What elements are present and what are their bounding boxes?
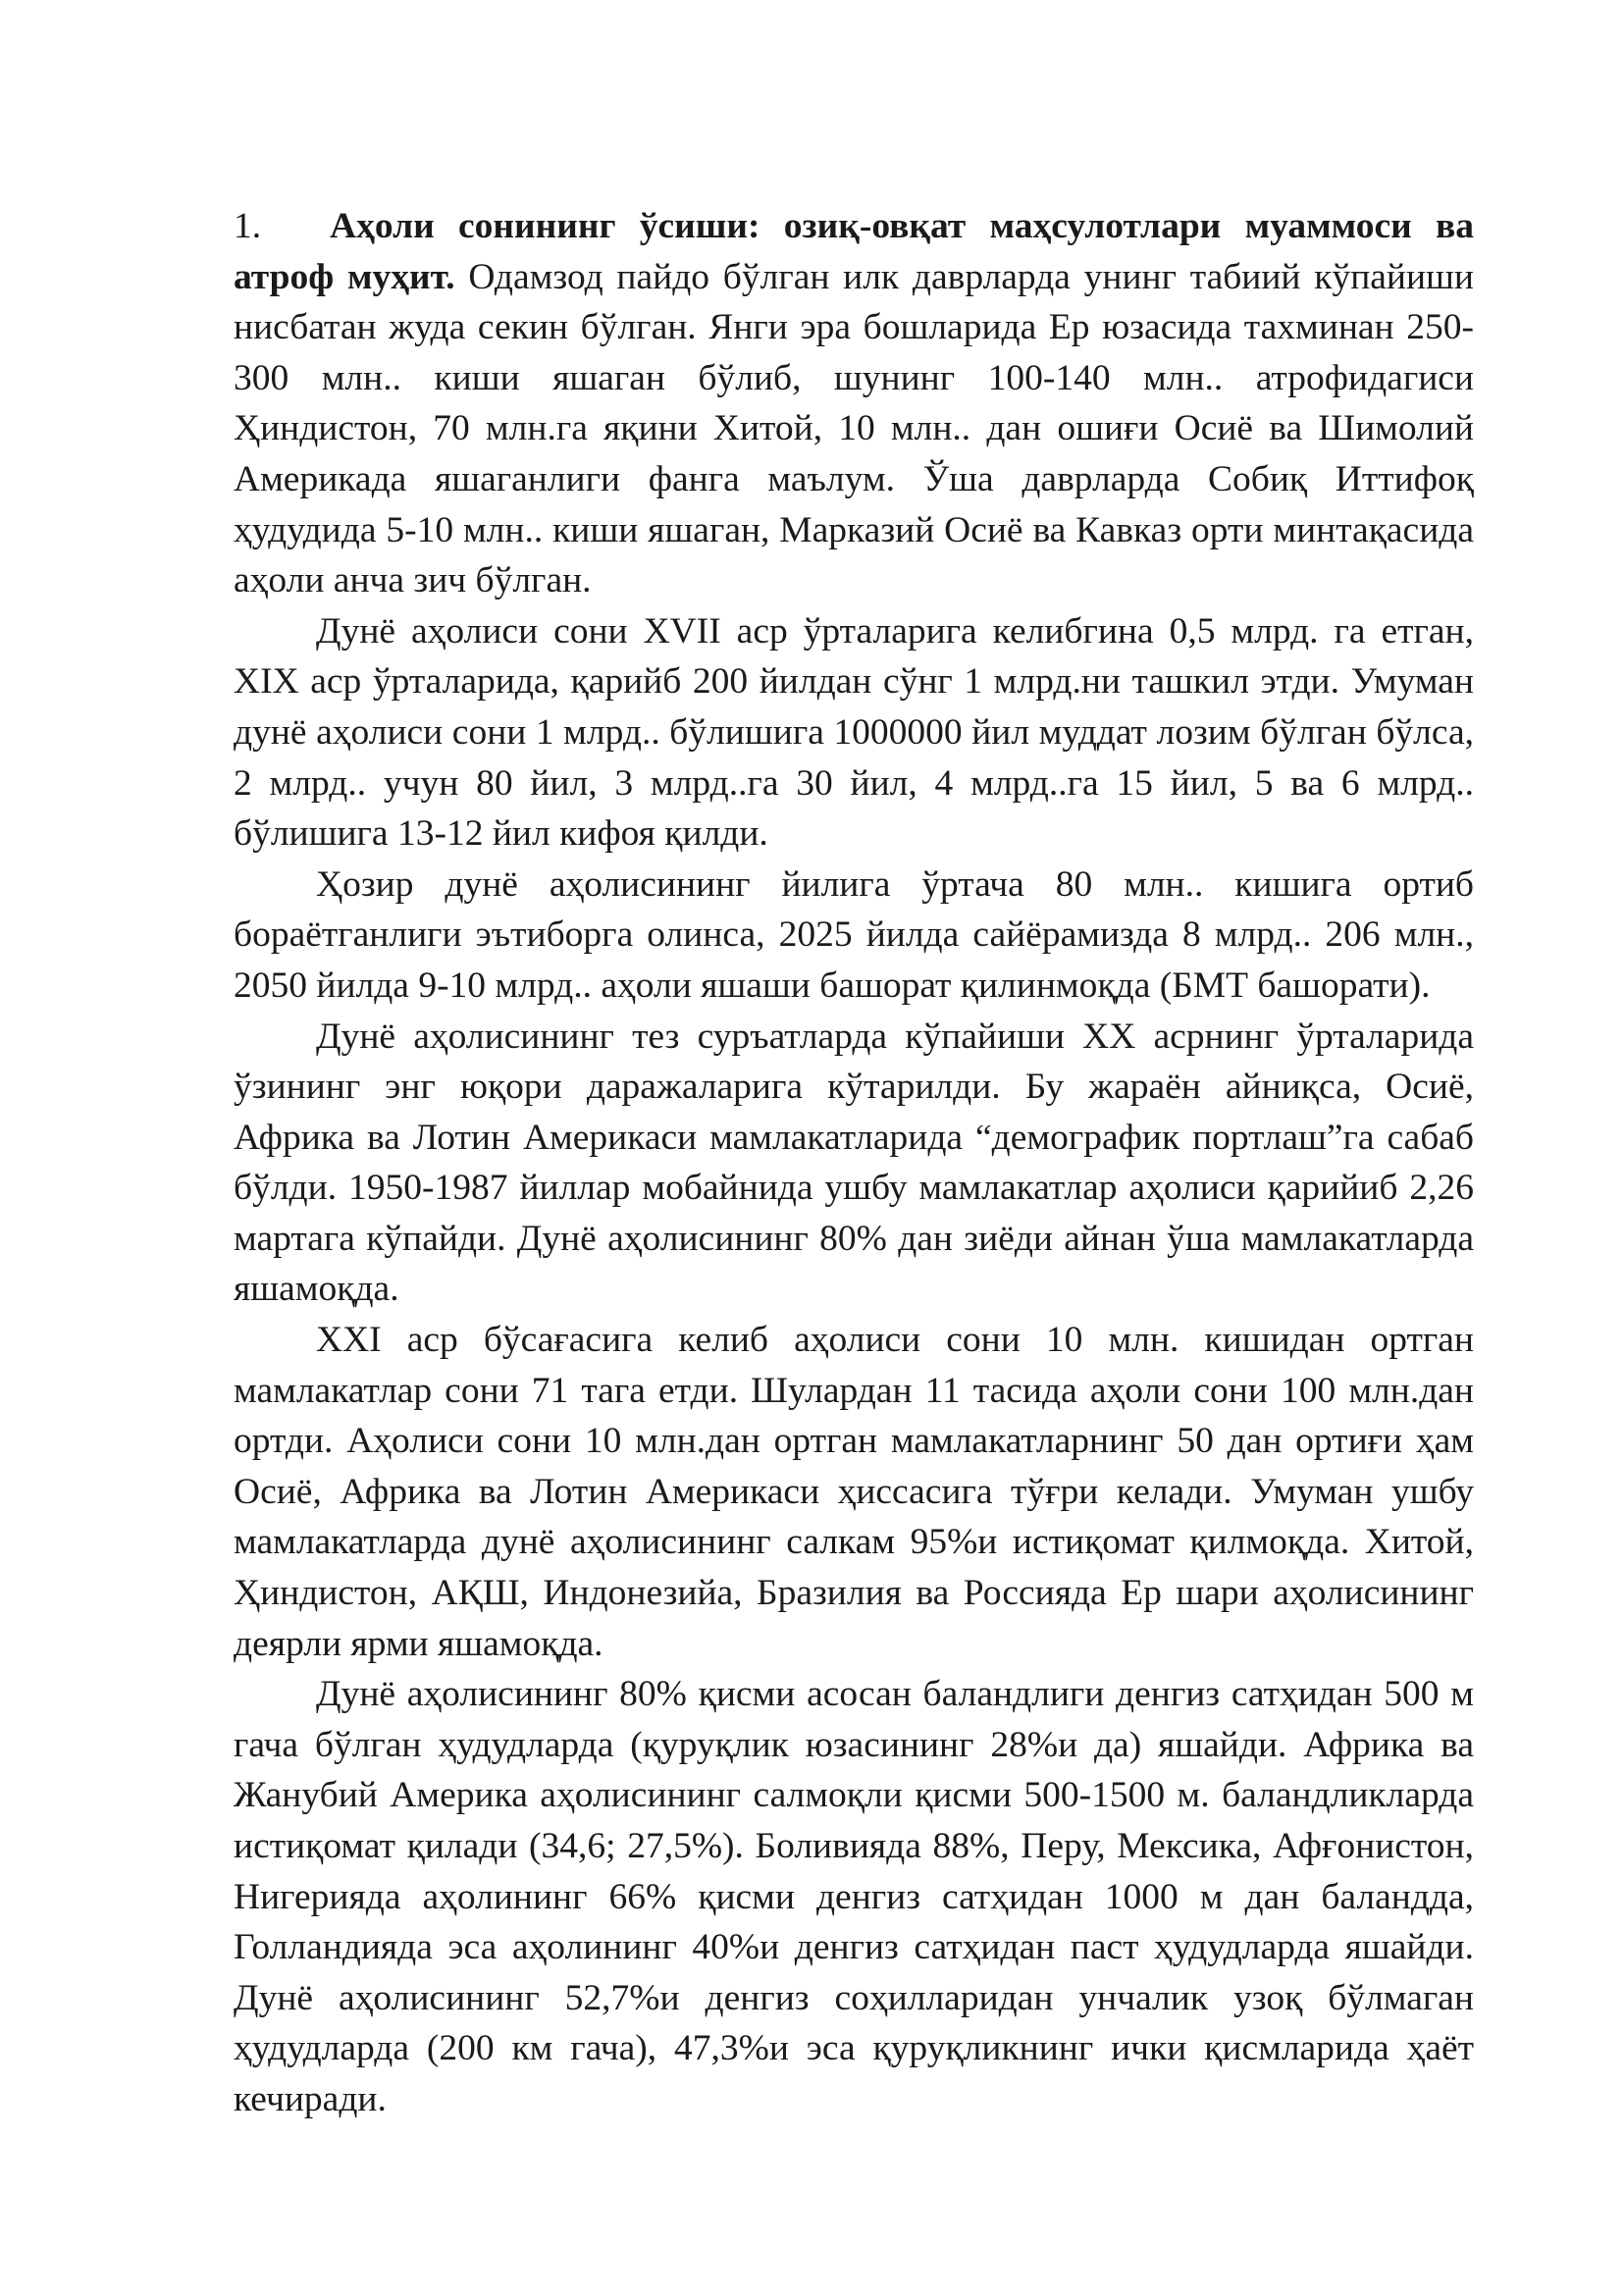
- paragraph-population-altitude: Дунё аҳолисининг 80% қисми асосан баландлиги денгиз сатҳидан 500 м гача бўлган ҳудудларда (қуруқлик юзасининг 28%и да) яшайди. Африка ва Жанубий Америка аҳолисининг салмоқли қисми 500-1500 м. баландликларда истиқомат қилади (34,6; 27,5%). Боливияда 88%, Перу, Мексика, Афғонистон, Нигерияда аҳолининг 66% қисми денгиз сатҳидан 1000 м дан баландда, Голландияда эса аҳолининг 40%и денгиз сатҳидан паст ҳудудларда яшайди. Дунё аҳолисининг 52,7%и денгиз соҳилларидан унчалик узоқ бўлмаган ҳудудларда (200 км гача), 47,3%и эса қуруқликнинг ички қисмларида ҳаёт кечиради.: [234, 1674, 1474, 2119]
- document-page: [234, 201, 1474, 2125]
- section-intro-text: Одамзод пайдо бўлган илк даврларда унинг табиий кўпайиши нисбатан жуда секин бўлган. Янги эра бошларида Ер юзасида тахминан 250-300 млн.. киши яшаган бўлиб, шунинг 100-140 млн.. атрофидагиси Ҳиндистон, 70 млн.га яқини Хитой, 10 млн.. дан ошиғи Осиё ва Шимолий Америкада яшаганлиги фанга маълум. Ўша даврларда Собиқ Иттифоқ ҳудудида 5-10 млн.. киши яшаган, Марказий Осиё ва Кавказ орти минтақасида аҳоли анча зич бўлган.: [234, 256, 1474, 601]
- paragraph-populous-countries: XXI аср бўсағасига келиб аҳолиси сони 10 млн. кишидан ортган мамлакатлар сони 71 тага етди. Шулардан 11 тасида аҳоли сони 100 млн.дан ортди. Аҳолиси сони 10 млн.дан ортган мамлакатларнинг 50 дан ортиғи ҳам Осиё, Африка ва Лотин Америкаси ҳиссасига тўғри келади. Умуман ушбу мамлакатларда дунё аҳолисининг салкам 95%и истиқомат қилмоқда. Хитой, Ҳиндистон, АҚШ, Индонезийа, Бразилия ва Россияда Ер шари аҳолисининг деярли ярми яшамоқда.: [234, 1320, 1474, 1664]
- section-heading: Аҳоли сонининг ўсиши: озиқ-овқат маҳсулотлари муаммоси ва атроф муҳит.: [234, 206, 1474, 297]
- paragraph-demographic-explosion: Дунё аҳолисининг тез суръатларда кўпайиши XX асрнинг ўрталарида ўзининг энг юқори даражаларига кўтарилди. Бу жараён айниқса, Осиё, Африка ва Лотин Америкаси мамлакатларида “демографик портлаш”га сабаб бўлди. 1950-1987 йиллар мобайнида ушбу мамлакатлар аҳолиси қарийиб 2,26 мартага кўпайди. Дунё аҳолисининг 80% дан зиёди айнан ўша мамлакатларда яшамоқда.: [234, 1016, 1474, 1310]
- paragraph-population-forecast: Ҳозир дунё аҳолисининг йилига ўртача 80 млн.. кишига ортиб бораётганлиги эътиборга олинса, 2025 йилда сайёрамизда 8 млрд.. 206 млн., 2050 йилда 9-10 млрд.. аҳоли яшаши башорат қилинмоқда (БМТ башорати).: [234, 863, 1474, 1006]
- section-number: 1.: [234, 206, 262, 246]
- section-intro-paragraph: [234, 201, 1474, 606]
- paragraph-population-history: Дунё аҳолиси сони XVII аср ўрталарига келибгина 0,5 млрд. га етган, XIX аср ўрталарида, қарийб 200 йилдан сўнг 1 млрд.ни ташкил этди. Умуман дунё аҳолиси сони 1 млрд.. бўлишига 1000000 йил муддат лозим бўлган бўлса, 2 млрд.. учун 80 йил, 3 млрд..га 30 йил, 4 млрд..га 15 йил, 5 ва 6 млрд.. бўлишига 13-12 йил кифоя қилди.: [234, 610, 1474, 855]
